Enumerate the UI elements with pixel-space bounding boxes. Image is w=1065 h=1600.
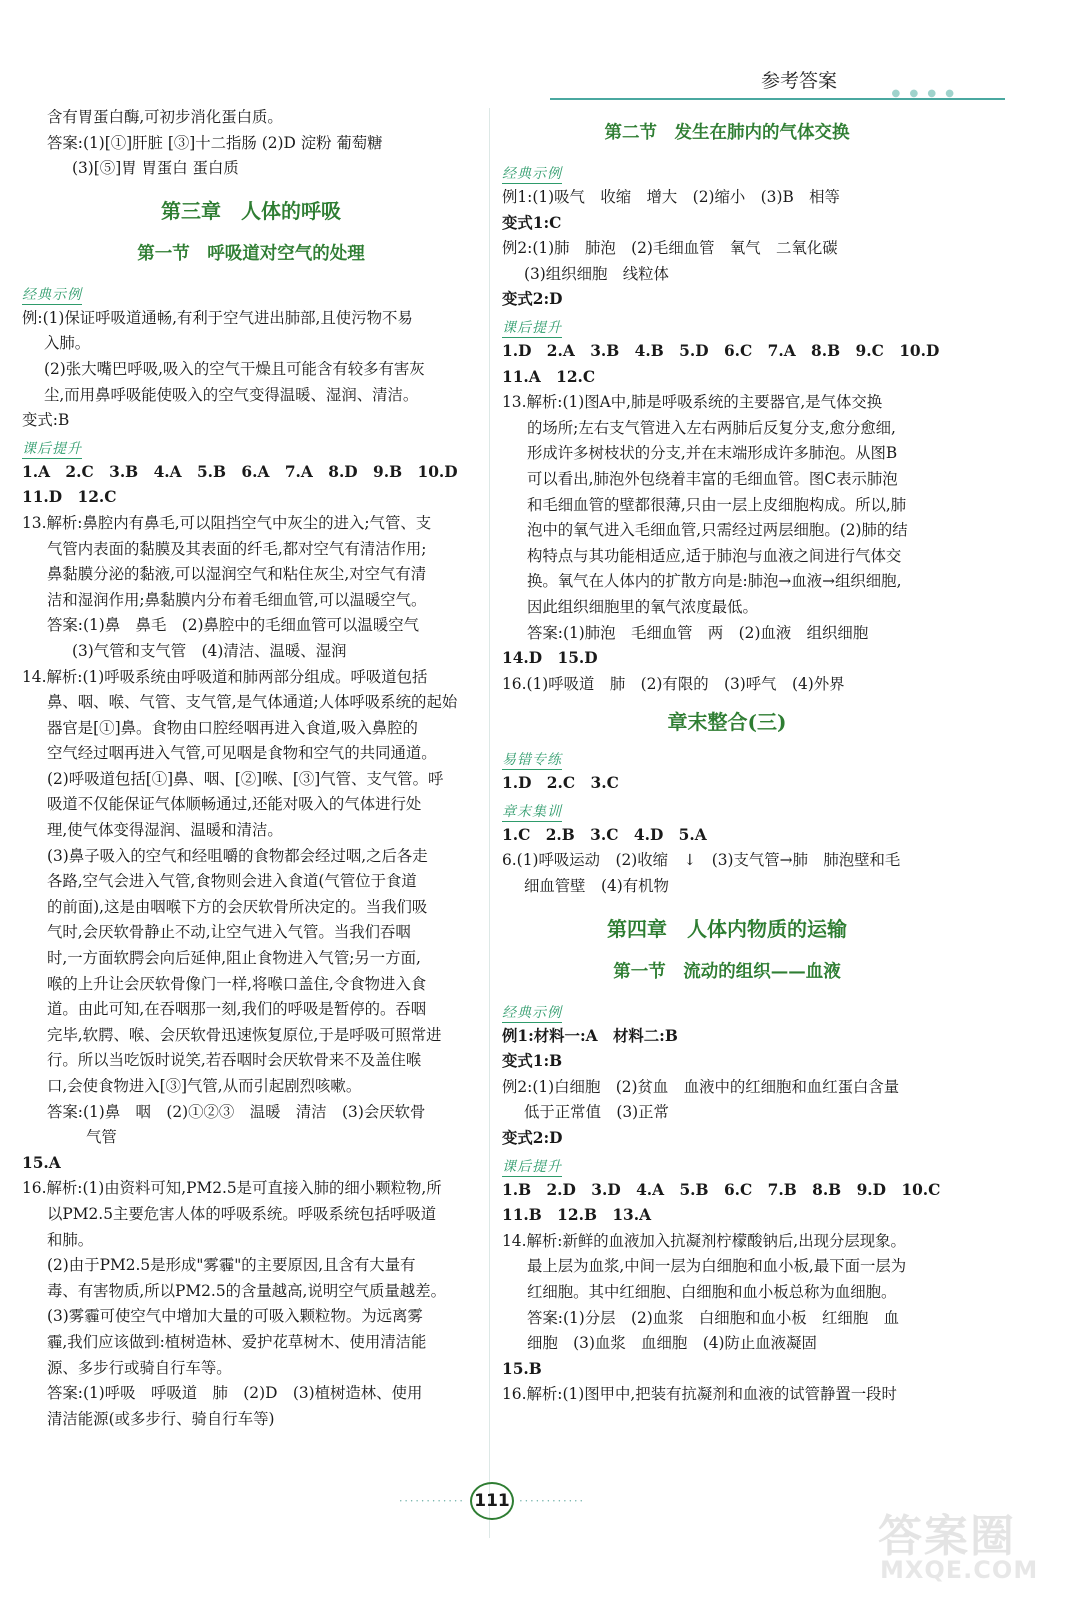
page-number: 111 [470,1482,514,1520]
chapter-title: 第三章 人体的呼吸 [161,198,341,223]
question-13-line: 气管内表面的黏膜及其表面的纤毛,都对空气有清洁作用; [47,539,427,558]
question-14-line: 吸道不仅能保证气体顺畅通过,还能对吸入的气体进行处 [47,795,422,814]
section-tag: 课后提升 [502,1158,562,1175]
question-14-line: 道。由此可知,在吞咽那一刻,我们的呼吸是暂停的。吞咽 [47,1000,427,1019]
answer-line: 答案:(1)分层 (2)血浆 白细胞和血小板 红细胞 血 [527,1308,899,1327]
question-14-line: 器官是[①]鼻。食物由口腔经咽再进入食道,吸入鼻腔的 [47,718,418,737]
section-tag: 经典示例 [502,166,562,182]
example-line: (2)张大嘴巴呼吸,吸入的空气干燥且可能含有较多有害灰 [44,359,425,378]
answer-line: 答案:(1)肺泡 毛细血管 两 (2)血液 组织细胞 [527,623,869,642]
question-16-line: 毒、有害物质,所以PM2.5的含量越高,说明空气质量越差。 [47,1281,446,1300]
watermark-text: 答案圈 [878,1511,1016,1562]
right-column [502,105,952,1408]
choice-answers: 1.A 2.C 3.B 4.A 5.B 6.A 7.A 8.D 9.B 10.D [22,462,458,481]
question-15: 15.B [502,1359,542,1378]
question-16: 16.解析:(1)由资料可知,PM2.5是可直接入肺的细小颗粒物,所 [22,1179,442,1198]
question-16-line: 霾,我们应该做到:植树造林、爱护花草树木、使用清洁能 [47,1332,427,1351]
question-16-line: 以PM2.5主要危害人体的呼吸系统。呼吸系统包括呼吸道 [47,1204,437,1223]
question-14-line: 各路,空气会进入气管,食物则会进入食道(气管位于食道 [47,872,417,891]
section-title: 第一节 呼吸道对空气的处理 [137,243,365,264]
example-line: 例2:(1)白细胞 (2)贫血 血液中的红细胞和血红蛋白含量 [502,1077,900,1096]
question-13-line: 因此组织细胞里的氧气浓度最低。 [527,597,758,616]
section-tag: 经典示例 [22,286,82,303]
section-tag: 经典示例 [502,1004,562,1021]
choice-answers: 11.B 12.B 13.A [502,1206,652,1225]
section-tag: 易错专练 [502,752,562,769]
variant-line: 变式2:D [502,290,563,309]
watermark-url: MXQE.COM [880,1556,1039,1584]
left-column [22,105,480,1432]
question-16: 16.(1)呼吸道 肺 (2)有限的 (3)呼气 (4)外界 [502,674,845,693]
question-13-line: 泡中的氧气进入毛细血管,只需经过两层细胞。(2)肺的结 [527,521,908,540]
question-14-line: 完毕,软腭、喉、会厌软骨迅速恢复原位,于是呼吸可照常进 [47,1025,442,1044]
question-14-line: 理,使气体变得湿润、温暖和清洁。 [47,821,283,840]
answer-line: 气管 [86,1128,117,1147]
page-header [550,58,1005,100]
choice-answers: 11.A 12.C [502,367,596,386]
answer-line: (3)[⑤]胃 胃蛋白 蛋白质 [72,159,239,178]
question-14-line: 喉的上升让会厌软骨像门一样,将喉口盖住,令食物进入食 [47,974,427,993]
answer-line: 答案:(1)[①]肝脏 [③]十二指肠 (2)D 淀粉 葡萄糖 [47,133,383,152]
question-16: 16.解析:(1)图甲中,把装有抗凝剂和血液的试管静置一段时 [502,1385,897,1404]
section-tag: 课后提升 [22,440,82,457]
question-13: 13.解析:(1)图A中,肺是呼吸系统的主要器官,是气体交换 [502,393,883,412]
choice-answers: 1.D 2.C 3.C [502,774,619,793]
example-line: 例1:(1)吸气 收缩 增大 (2)缩小 (3)B 相等 [502,188,840,206]
variant-line: 变式1:C [502,213,562,232]
section-tag: 课后提升 [502,319,562,336]
question-16-line: 源、多步行或骑自行车等。 [47,1358,232,1377]
answer-line: 6.(1)呼吸运动 (2)收缩 ↓ (3)支气管→肺 肺泡壁和毛 [502,851,901,870]
question-13-line: 可以看出,肺泡外包绕着丰富的毛细血管。图C表示肺泡 [527,469,898,488]
question-14-line: 最上层为血浆,中间一层为白细胞和血小板,最下面一层为 [527,1257,907,1276]
section-tag: 章末集训 [502,803,562,820]
question-15: 15.A [22,1153,61,1172]
question-16-line: 和肺。 [47,1230,94,1249]
section-title: 第二节 发生在肺内的气体交换 [604,123,850,143]
question-16-line: (2)由于PM2.5是形成"雾霾"的主要原因,且含有大量有 [47,1256,416,1275]
chapter-summary-title: 章末整合(三) [667,710,787,735]
question-14-line: 行。所以当吃饭时说笑,若吞咽时会厌软骨来不及盖住喉 [47,1051,422,1070]
question-13-line: 换。氧气在人体内的扩散方向是:肺泡→血液→组织细胞, [527,572,902,591]
question-13-line: 构特点与其功能相适应,适于肺泡与血液之间进行气体交 [527,546,902,565]
question-14-line: 鼻、咽、喉、气管、支气管,是气体通道;人体呼吸系统的起始 [47,693,458,712]
text-line: 含有胃蛋白酶,可初步消化蛋白质。 [47,108,283,126]
answer-line: 清洁能源(或多步行、骑自行车等) [47,1409,275,1428]
question-16-line: (3)雾霾可使空气中增加大量的可吸入颗粒物。为远离雾 [47,1307,423,1326]
answer-line: 细胞 (3)血浆 血细胞 (4)防止血液凝固 [527,1334,817,1353]
question-14: 14.解析:新鲜的血液加入抗凝剂柠檬酸钠后,出现分层现象。 [502,1231,906,1250]
question-14-line: 的前面),这是由咽喉下方的会厌软骨所决定的。当我们吸 [47,897,428,916]
chapter-title: 第四章 人体内物质的运输 [607,916,847,941]
answer-line: 答案:(1)鼻 咽 (2)①②③ 温暖 清洁 (3)会厌软骨 [47,1102,426,1121]
example-line: (3)组织细胞 线粒体 [524,264,669,283]
choice-answers: 11.D 12.C [22,488,117,507]
variant-line: 变式1:B [502,1052,563,1071]
question-14-line: (3)鼻子吸入的空气和经咀嚼的食物都会经过咽,之后各走 [47,846,428,865]
watermark-logo [870,1500,1050,1592]
question-14: 14.解析:(1)呼吸系统由呼吸道和肺两部分组成。呼吸道包括 [22,667,428,686]
example-line: 低于正常值 (3)正常 [524,1103,669,1122]
question-13: 13.解析:鼻腔内有鼻毛,可以阻挡空气中灰尘的进入;气管、支 [22,513,432,532]
question-14-line: 气时,会厌软骨静止不动,让空气进入气管。当我们吞咽 [47,923,411,942]
answer-line: 答案:(1)鼻 鼻毛 (2)鼻腔中的毛细血管可以温暖空气 [47,616,419,635]
question-13-line: 和毛细血管的壁都很薄,只由一层上皮细胞构成。所以,肺 [527,495,907,514]
example-line: 例1:材料一:A 材料二:B [502,1026,678,1045]
question-14-line: 时,一方面软腭会向后延伸,阻止食物进入气管;另一方面, [47,949,421,968]
example-line: 例2:(1)肺 肺泡 (2)毛细血管 氧气 二氧化碳 [502,239,838,258]
variant-line: 变式2:D [502,1129,563,1148]
question-13-line: 洁和湿润作用;鼻黏膜内分布着毛细血管,可以温暖空气。 [47,590,427,609]
question-14-line: (2)呼吸道包括[①]鼻、咽、[②]喉、[③]气管、支气管。呼 [47,769,444,788]
question-14-line: 口,会使食物进入[③]气管,从而引起剧烈咳嗽。 [47,1077,362,1095]
question-14-line: 红细胞。其中红细胞、白细胞和血小板总称为血细胞。 [527,1283,897,1301]
answer-line: (3)气管和支气管 (4)清洁、温暖、湿润 [72,641,347,660]
question-13-line: 的场所;左右支气管进入左右两肺后反复分支,愈分愈细, [527,418,896,437]
column-divider [489,108,490,1538]
answer-line: 细血管壁 (4)有机物 [524,877,669,896]
section-title: 第一节 流动的组织——血液 [613,961,841,982]
question-13-line: 鼻黏膜分泌的黏液,可以湿润空气和粘住灰尘,对空气有清 [47,565,427,584]
choice-answers: 1.B 2.D 3.D 4.A 5.B 6.C 7.B 8.B 9.D 10.C [502,1180,941,1199]
question-14-line: 空气经过咽再进入气管,可见咽是食物和空气的共同通道。 [47,744,437,763]
example-line: 尘,而用鼻呼吸能使吸入的空气变得温暖、湿润、清洁。 [44,385,419,404]
example-line: 入肺。 [44,334,91,353]
header-decoration: ● ● ● ● [891,88,957,99]
variant-line: 变式:B [22,411,70,430]
choice-answers: 1.D 2.A 3.B 4.B 5.D 6.C 7.A 8.B 9.C 10.D [502,341,940,360]
footer-dots-right: ············ [519,1494,586,1508]
question-14-15: 14.D 15.D [502,649,598,668]
page-footer [392,1482,592,1522]
question-13-line: 形成许多树枝状的分支,并在末端形成许多肺泡。从图B [527,444,898,463]
footer-dots-left: ············ [398,1494,465,1508]
header-label: 参考答案 [760,70,837,92]
choice-answers: 1.C 2.B 3.C 4.D 5.A [502,825,707,844]
answer-line: 答案:(1)呼吸 呼吸道 肺 (2)D (3)植树造林、使用 [47,1384,423,1403]
example-line: 例:(1)保证呼吸道通畅,有利于空气进出肺部,且使污物不易 [22,308,413,327]
